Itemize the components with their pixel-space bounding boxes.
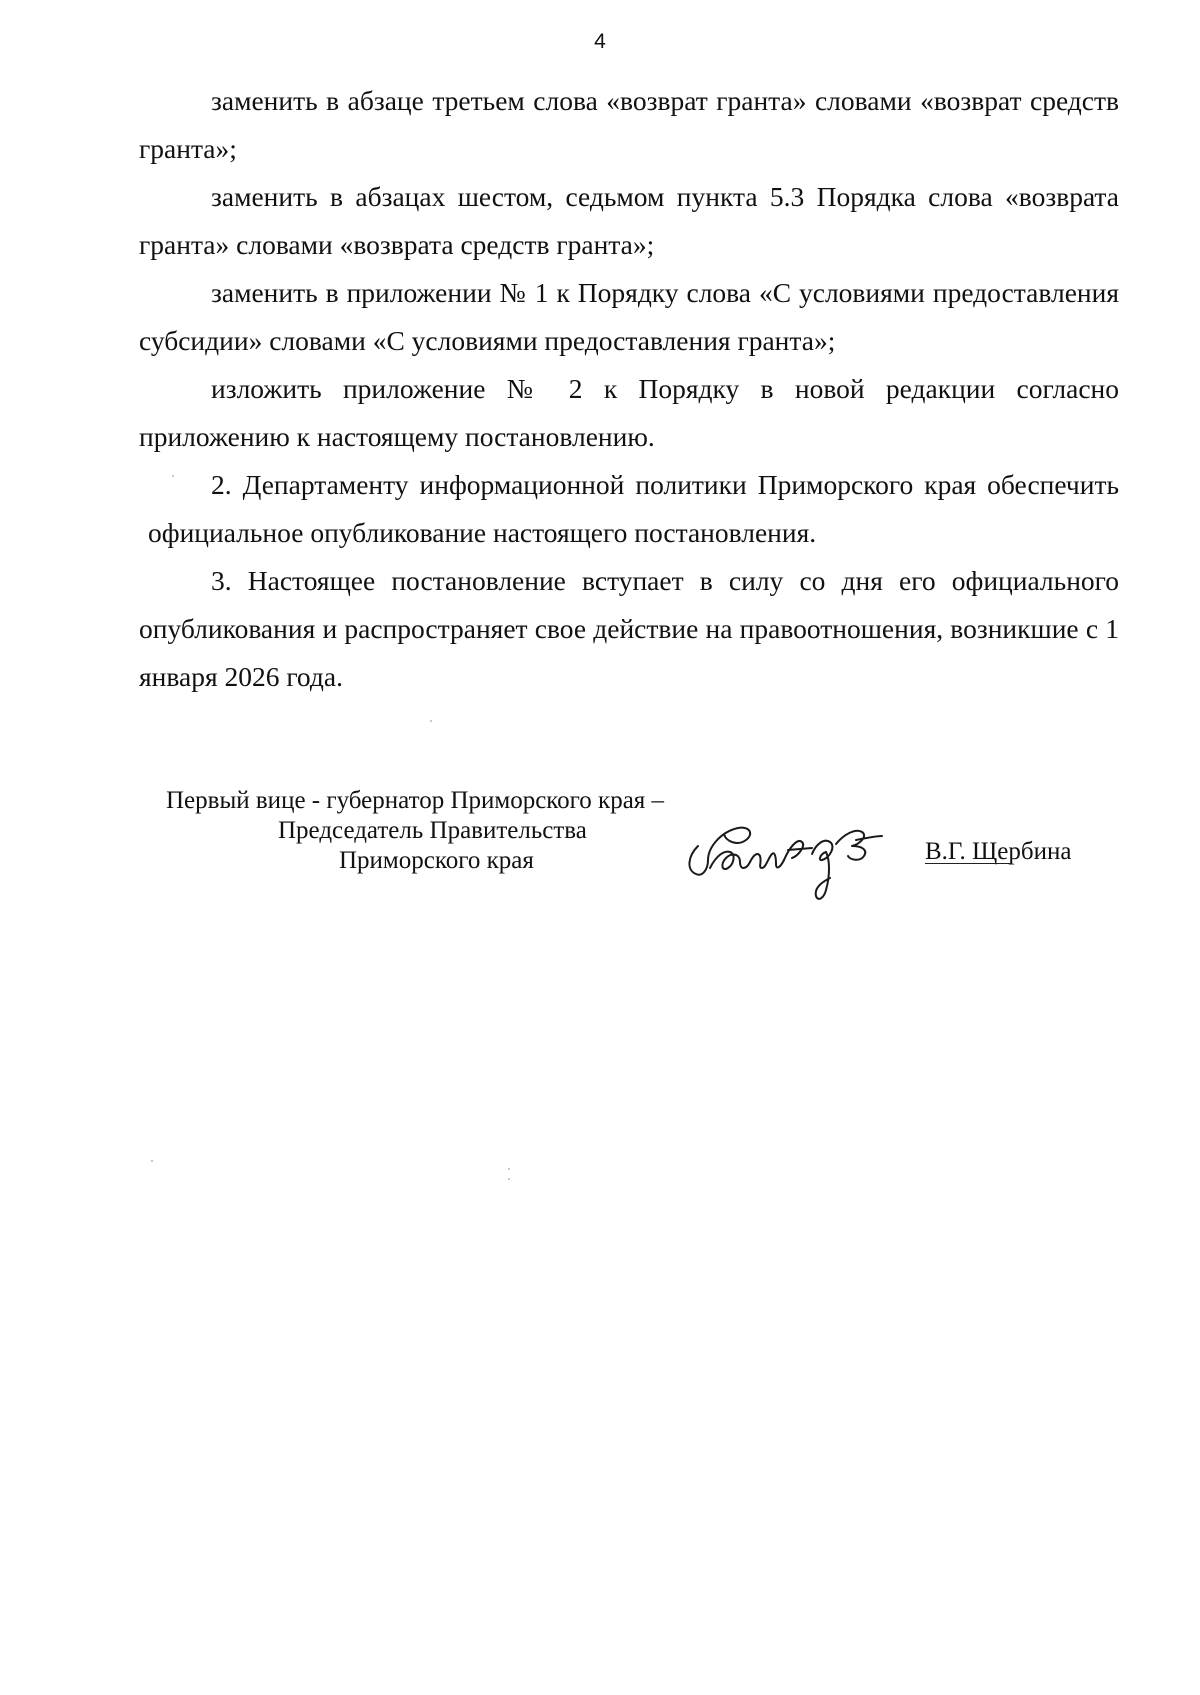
handwritten-signature xyxy=(680,798,910,908)
scan-speck xyxy=(508,1178,510,1180)
scan-speck xyxy=(151,1160,153,1162)
signer-position-line: Председатель Правительства xyxy=(278,817,587,844)
paragraph-replace-appendix-1: заменить в приложении № 1 к Порядку слова «С условиями предоставления субсидии» словами «С условиями предоставления гранта»; xyxy=(139,277,1119,356)
paragraph-replace-third-abzac: заменить в абзаце третьем слова «возврат гранта» словами «возврат средств гранта»; xyxy=(139,85,1119,164)
document-body xyxy=(139,77,1119,701)
paragraph-item-3-effective-date: 3. Настоящее постановление вступает в силу со дня его официального опубликования и распространяет свое действие на правоотношения, возникшие с 1 января 2026 года. xyxy=(139,565,1119,692)
scan-speck xyxy=(430,720,432,722)
signature-block xyxy=(0,786,1200,926)
paragraph-item-2-publication: 2. Департаменту информационной политики Приморского края обеспечить официальное опубликование настоящего постановления. xyxy=(148,469,1119,548)
signer-position-line: Первый вице - губернатор Приморского края – xyxy=(166,787,665,814)
scan-speck xyxy=(172,475,174,477)
signer-position-line: Приморского края xyxy=(339,847,534,874)
paragraph-appendix-2-new-edition: изложить приложение № 2 к Порядку в новой редакции согласно приложению к настоящему постановлению. xyxy=(139,373,1119,452)
page-number: 4 xyxy=(594,30,606,53)
signer-name-underline xyxy=(925,863,1011,864)
signer-name: В.Г. Щербина xyxy=(925,838,1072,865)
scan-speck xyxy=(508,1168,510,1170)
paragraph-replace-sixth-seventh-abzac: заменить в абзацах шестом, седьмом пункта 5.3 Порядка слова «возврата гранта» словами «возврата средств гранта»; xyxy=(139,181,1119,260)
